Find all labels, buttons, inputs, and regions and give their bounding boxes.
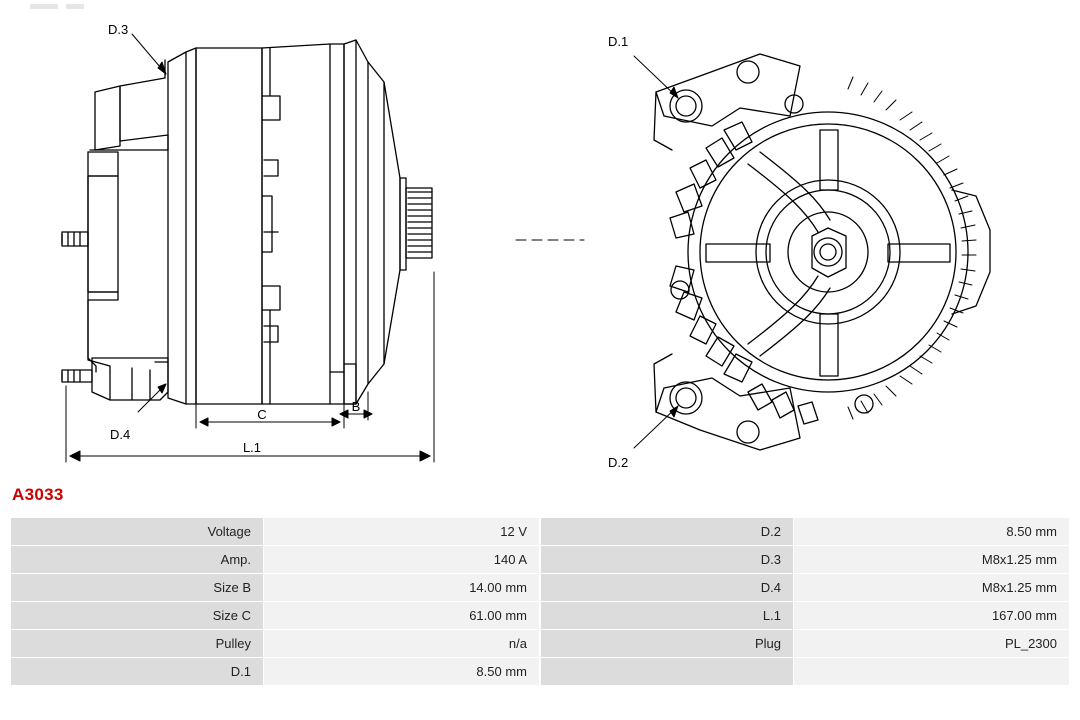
table-row bbox=[541, 630, 1070, 658]
spec-key: D.2 bbox=[541, 518, 794, 546]
label-d3: D.3 bbox=[108, 22, 129, 37]
spec-key: D.3 bbox=[541, 546, 794, 574]
spec-value: 12 V bbox=[264, 518, 540, 546]
table-row bbox=[541, 602, 1070, 630]
spec-key: L.1 bbox=[541, 602, 794, 630]
label-d2: D.2 bbox=[608, 455, 629, 470]
table-row bbox=[11, 518, 540, 546]
spec-value bbox=[794, 658, 1070, 686]
table-row bbox=[11, 546, 540, 574]
spec-key: Voltage bbox=[11, 518, 264, 546]
table-row bbox=[541, 574, 1070, 602]
spec-value: 140 A bbox=[264, 546, 540, 574]
spec-key: D.4 bbox=[541, 574, 794, 602]
spec-value: 8.50 mm bbox=[794, 518, 1070, 546]
spec-value: 8.50 mm bbox=[264, 658, 540, 686]
table-row bbox=[11, 658, 540, 686]
table-row bbox=[11, 630, 540, 658]
spec-key: Amp. bbox=[11, 546, 264, 574]
spec-key: Size C bbox=[11, 602, 264, 630]
table-row bbox=[11, 602, 540, 630]
table-row bbox=[541, 518, 1070, 546]
label-d4: D.4 bbox=[110, 427, 131, 442]
specification-tables bbox=[10, 517, 1070, 686]
spec-value: PL_2300 bbox=[794, 630, 1070, 658]
spec-key: Size B bbox=[11, 574, 264, 602]
label-l1: L.1 bbox=[242, 440, 262, 455]
label-b: B bbox=[351, 399, 361, 414]
spec-key: Plug bbox=[541, 630, 794, 658]
spec-value: M8x1.25 mm bbox=[794, 574, 1070, 602]
spec-key: D.1 bbox=[11, 658, 264, 686]
spec-table-right bbox=[540, 517, 1070, 686]
spec-key: Pulley bbox=[11, 630, 264, 658]
spec-value: M8x1.25 mm bbox=[794, 546, 1070, 574]
spec-value: 61.00 mm bbox=[264, 602, 540, 630]
label-c: C bbox=[257, 407, 267, 422]
part-number: A3033 bbox=[12, 485, 64, 504]
spec-value: n/a bbox=[264, 630, 540, 658]
spec-table-left bbox=[10, 517, 540, 686]
table-row bbox=[541, 546, 1070, 574]
spec-value: 14.00 mm bbox=[264, 574, 540, 602]
label-d1: D.1 bbox=[608, 34, 629, 49]
table-row bbox=[541, 658, 1070, 686]
spec-value: 167.00 mm bbox=[794, 602, 1070, 630]
spec-key bbox=[541, 658, 794, 686]
table-row bbox=[11, 574, 540, 602]
